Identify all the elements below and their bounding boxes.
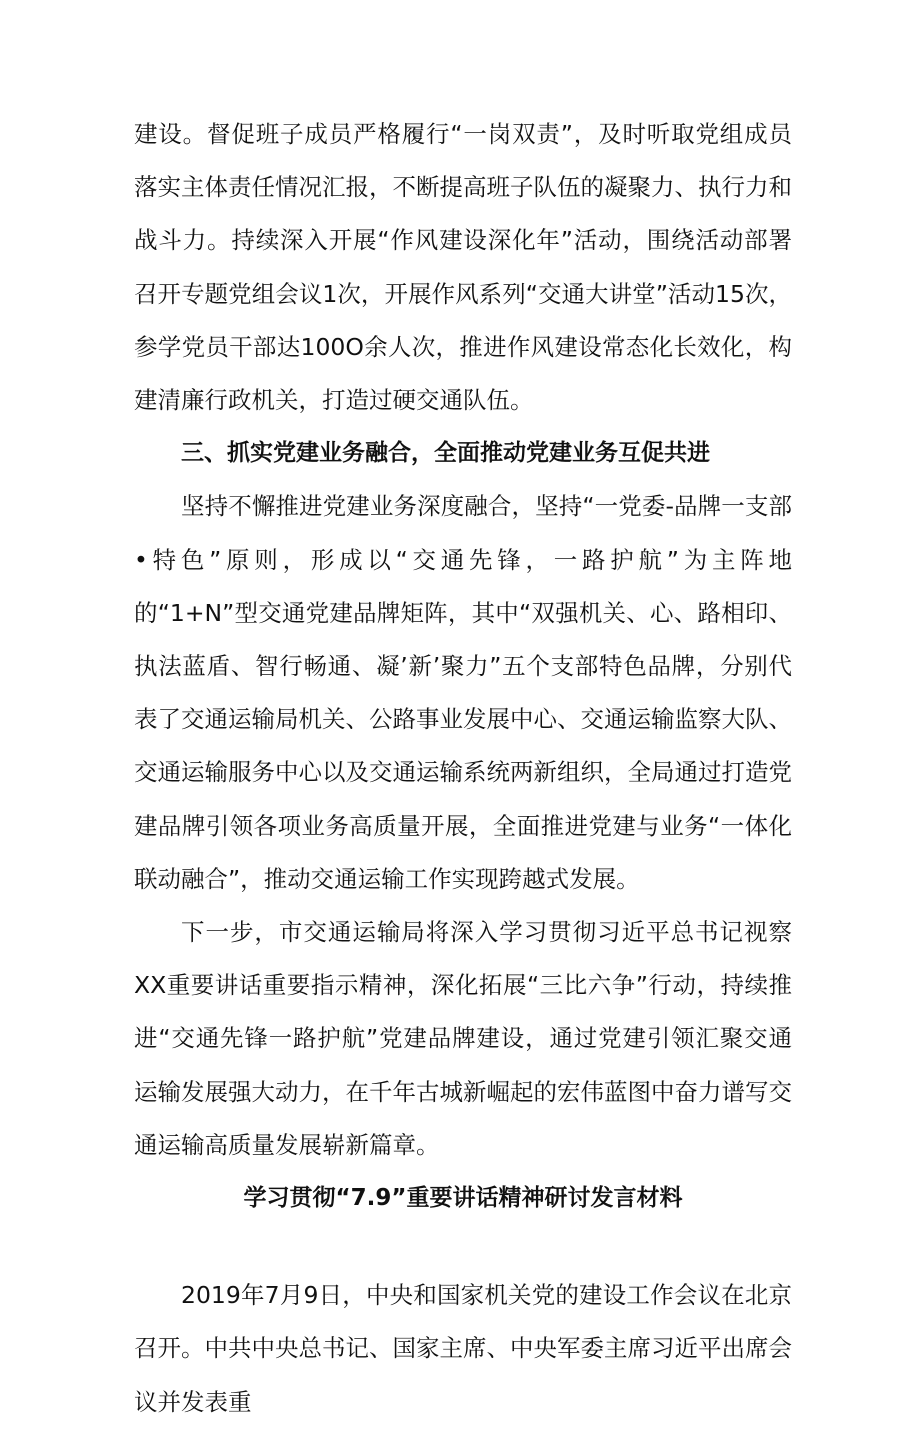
body-paragraph-2: 坚持不懈推进党建业务深度融合，坚持“一党委-品牌一支部•特色”原则，形成以“交通先锋，一路护航”为主阵地的“1+N”型交通党建品牌矩阵，其中“双强机关、心、路相印、执法蓝盾、智行畅通、凝’新’聚力”五个支部特色品牌，分别代表了交通运输局机关、公路事业发展中心、交通运输监察大队、交通运输服务中心以及交通运输系统两新组织，全局通过打造党建品牌引领各项业务高质量开展，全面推进党建与业务“一体化联动融合”，推动交通运输工作实现跨越式发展。 bbox=[134, 492, 792, 893]
body-paragraph-1: 建设。督促班子成员严格履行“一岗双责”，及时听取党组成员落实主体责任情况汇报，不断提高班子队伍的凝聚力、执行力和战斗力。持续深入开展“作风建设深化年”活动，围绕活动部署召开专题党组会议1次，开展作风系列“交通大讲堂”活动15次，参学党员干部达100O余人次，推进作风建设常态化长效化，构建清廉行政机关，打造过硬交通队伍。 bbox=[134, 120, 792, 415]
title-spacer bbox=[134, 1225, 792, 1269]
document-page bbox=[134, 108, 792, 1429]
body-paragraph-3: 下一步，市交通运输局将深入学习贯彻习近平总书记视察XX重要讲话重要指示精神，深化拓展“三比六争”行动，持续推进“交通先锋一路护航”党建品牌建设，通过党建引领汇聚交通运输发展强大动力，在千年古城新崛起的宏伟蓝图中奋力谱写交通运输高质量发展崭新篇章。 bbox=[134, 918, 792, 1159]
body-paragraph-4: 2019年7月9日，中央和国家机关党的建设工作会议在北京召开。中共中央总书记、国家主席、中央军委主席习近平出席会议并发表重 bbox=[134, 1281, 792, 1416]
document-title: 学习贯彻“7.9”重要讲话精神研讨发言材料 bbox=[243, 1185, 683, 1212]
section-heading-3: 三、抓实党建业务融合，全面推动党建业务互促共进 bbox=[181, 440, 710, 467]
